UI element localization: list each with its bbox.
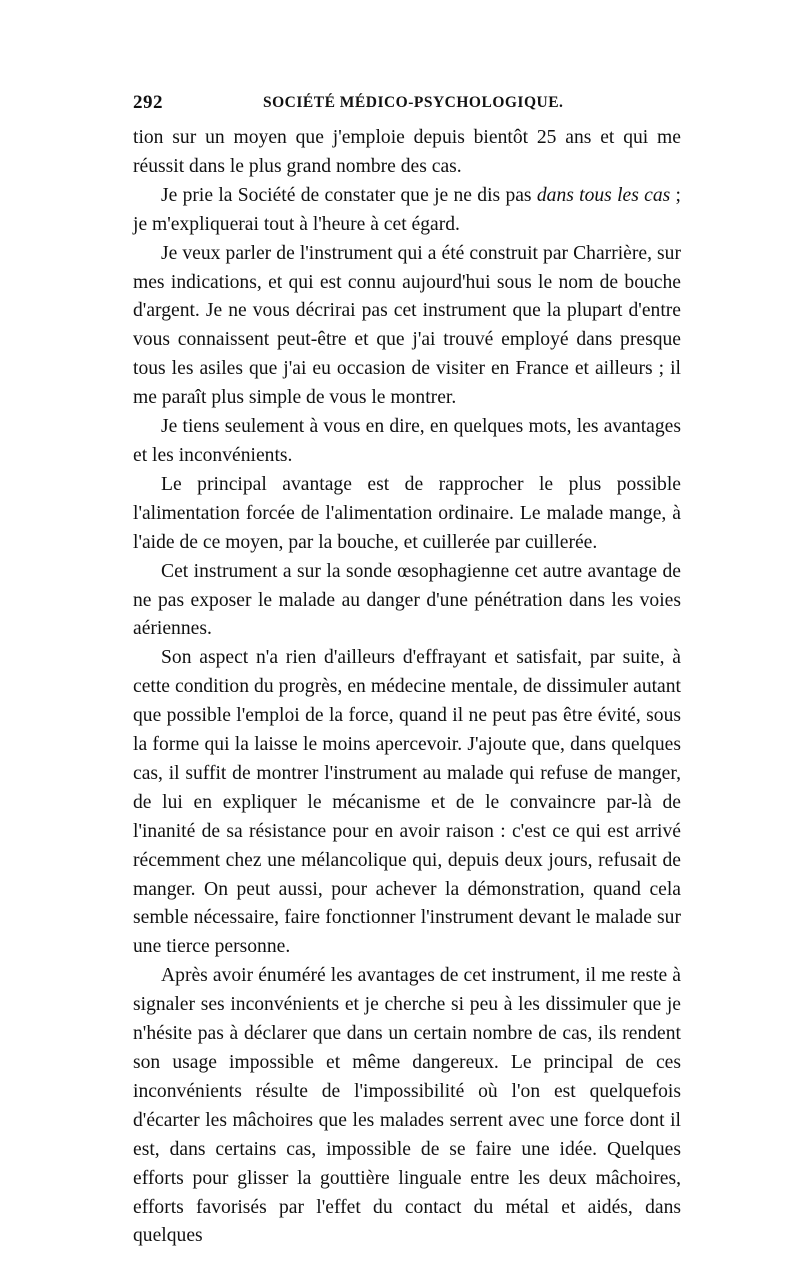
page-number: 292 xyxy=(133,92,163,113)
paragraph-continuation xyxy=(133,124,681,182)
body-text xyxy=(133,124,681,1251)
paragraph xyxy=(133,644,681,962)
book-page xyxy=(133,92,681,1251)
paragraph-text: Après avoir énuméré les avantages de cet instrument, il me reste à signaler ses inconvénients et je cherche si peu à les dissimuler que je n'hésite pas à déclarer que dans un certain nombre de cas, ils rendent son usage impossible et même dangereux. Le principal de ces inconvénients résulte de l'impossibilité où l'on est quelquefois d'écarter les mâchoires que les malades serrent avec une force dont il est, dans certains cas, impossible de se faire une idée. Quelques efforts pour glisser la gouttière linguale entre les deux mâchoires, efforts favorisés par l'effet du contact du métal et aidés, dans quelques xyxy=(133,965,681,1247)
paragraph-text: Je tiens seulement à vous en dire, en quelques mots, les avantages et les inconvénients. xyxy=(133,416,681,466)
paragraph xyxy=(133,471,681,558)
paragraph-text: Cet instrument a sur la sonde œsophagienne cet autre avantage de ne pas exposer le malade au danger d'une pénétration dans les voies aériennes. xyxy=(133,560,681,640)
paragraph-text: Je veux parler de l'instrument qui a été construit par Charrière, sur mes indications, et qui est connu aujourd'hui sous le nom de bouche d'argent. Je ne vous décrirai pas cet instrument que la plupart d'entre vous connaissent peut-être et que j'ai trouvé employé dans presque tous les asiles que j'ai eu occasion de visiter en France et ailleurs ; il me paraît plus simple de vous le montrer. xyxy=(133,242,681,409)
paragraph-text-before: Je prie la Société de constater que je ne dis pas xyxy=(161,184,537,206)
running-title: SOCIÉTÉ MÉDICO-PSYCHOLOGIQUE. xyxy=(263,94,564,111)
emphasis-text: dans tous les cas xyxy=(536,184,671,206)
paragraph-open-end xyxy=(133,962,681,1251)
paragraph xyxy=(133,182,681,240)
paragraph-text: Son aspect n'a rien d'ailleurs d'effrayant et satisfait, par suite, à cette condition du progrès, en médecine mentale, de dissimuler autant que possible l'emploi de la force, quand il ne peut pas être évité, sous la forme qui la laisse le moins apercevoir. J'ajoute que, dans quelques cas, il suffit de montrer l'instrument au malade qui refuse de manger, de lui en expliquer le mécanisme et de le convaincre par-là de l'inanité de sa résistance pour en avoir raison : c'est ce qui est arrivé récemment chez une mélancolique qui, depuis deux jours, refusait de manger. On peut aussi, pour achever la démonstration, quand cela semble nécessaire, faire fonctionner l'instrument devant le malade sur une tierce personne. xyxy=(133,647,681,958)
running-head xyxy=(133,92,681,118)
paragraph xyxy=(133,240,681,413)
paragraph xyxy=(133,413,681,471)
paragraph-text-after: ; je m'expliquerai tout à l'heure à cet égard. xyxy=(133,184,681,235)
paragraph-text: Le principal avantage est de rapprocher le plus possible l'alimentation forcée de l'alimentation ordinaire. Le malade mange, à l'aide de ce moyen, par la bouche, et cuillerée par cuillerée. xyxy=(133,473,681,553)
paragraph-text: tion sur un moyen que j'emploie depuis bientôt 25 ans et qui me réussit dans le plus grand nombre des cas. xyxy=(133,127,681,177)
paragraph xyxy=(133,558,681,645)
